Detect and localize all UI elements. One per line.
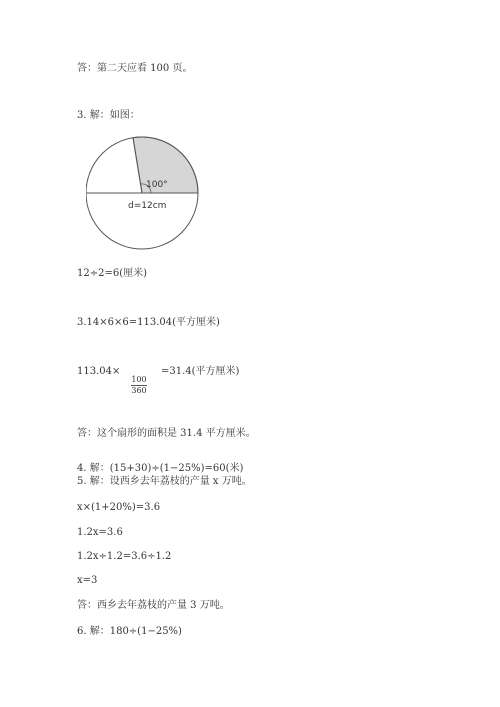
step-sector-prefix: 113.04× <box>77 366 121 377</box>
answer-lychee: 答：西乡去年荔枝的产量 3 万吨。 <box>77 600 230 611</box>
equation-4: x=3 <box>77 575 98 586</box>
fraction-numerator: 100 <box>131 375 147 384</box>
question-5-intro: 5. 解：设西乡去年荔枝的产量 x 万吨。 <box>77 476 252 487</box>
question-6: 6. 解：180÷(1−25%) <box>77 626 182 637</box>
step-sector-suffix: =31.4(平方厘米) <box>161 366 240 377</box>
equation-3: 1.2x÷1.2=3.6÷1.2 <box>77 551 172 562</box>
circle-sector-figure <box>86 135 204 257</box>
fraction-denominator: 360 <box>131 386 147 395</box>
angle-label: 100° <box>146 180 168 190</box>
step-radius: 12÷2=6(厘米) <box>77 268 148 279</box>
step-circle-area: 3.14×6×6=113.04(平方厘米) <box>77 317 220 328</box>
answer-sector: 答：这个扇形的面积是 31.4 平方厘米。 <box>77 428 256 439</box>
equation-2: 1.2x=3.6 <box>77 527 123 538</box>
equation-1: x×(1+20%)=3.6 <box>77 502 161 513</box>
question-4: 4. 解：(15+30)÷(1−25%)=60(米) <box>77 463 244 474</box>
diameter-label: d=12cm <box>128 201 167 211</box>
answer-day2: 答：第二天应看 100 页。 <box>77 63 193 74</box>
question-3-label: 3. 解：如图： <box>77 110 140 121</box>
